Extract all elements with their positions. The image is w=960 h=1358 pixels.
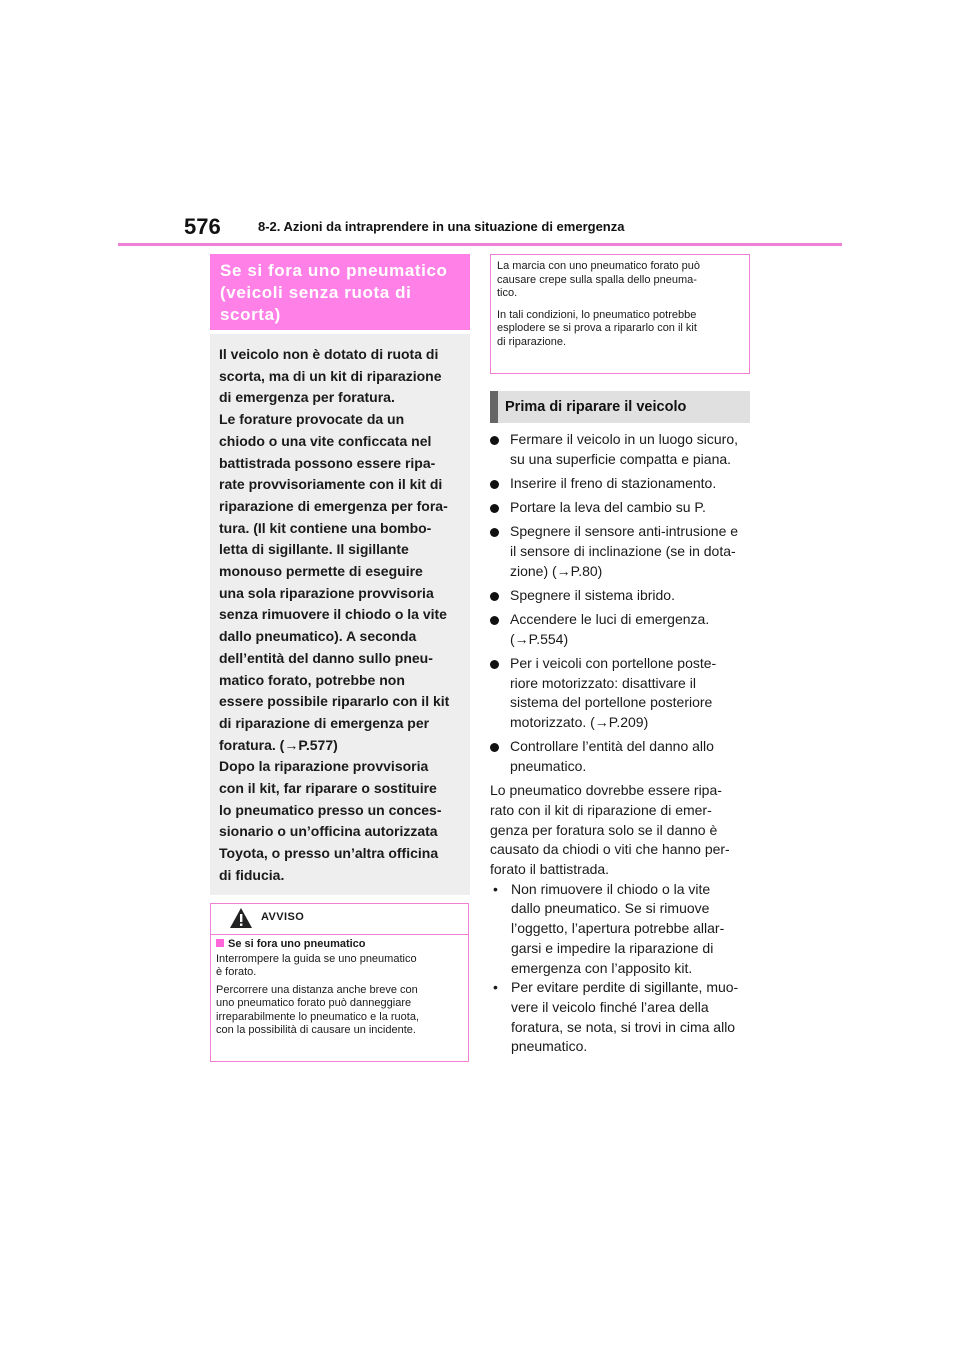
- warning-box: [210, 903, 469, 1062]
- warning-paragraph: [216, 984, 462, 1038]
- paragraph-line: forato il battistrada.: [490, 861, 610, 878]
- caution-line: esplodere se si prova a ripararlo con il kit: [497, 322, 697, 334]
- warning-line: Percorrere una distanza anche breve con: [216, 983, 418, 996]
- warning-line: uno pneumatico forato può danneggiare: [216, 997, 412, 1009]
- intro-line: sionario o un’officina autorizzata: [219, 823, 438, 840]
- warning-subtitle-text: Se si fora uno pneumatico: [228, 938, 366, 950]
- paragraph-line: causato da chiodi o viti che hanno per-: [490, 841, 730, 858]
- list-item: [490, 498, 752, 518]
- bullet-glyph: •: [493, 979, 498, 996]
- intro-line: Toyota, o presso un’altra officina: [219, 845, 439, 862]
- intro-line: lo pneumatico presso un conces-: [219, 801, 442, 818]
- step-line: Spegnere il sensore anti-intrusione e: [510, 523, 739, 540]
- bullet-dot-icon: [490, 660, 499, 669]
- step-line: Accendere le luci di emergenza.: [510, 611, 710, 628]
- intro-line: di emergenza per foratura.: [219, 389, 395, 406]
- intro-line: di fiducia.: [219, 866, 285, 883]
- step-line: il sensore di inclinazione (se in dota-: [510, 543, 736, 560]
- step-line: Spegnere il sistema ibrido.: [510, 586, 675, 603]
- step-line: sistema del portellone posteriore: [510, 694, 713, 711]
- bullet-dot-icon: [490, 436, 499, 445]
- warning-label: AVVISO: [261, 911, 305, 923]
- bullet-line: Non rimuovere il chiodo o la vite: [511, 880, 711, 897]
- caution-note-box: [490, 254, 750, 374]
- intro-line: Dopo la riparazione provvisoria: [219, 758, 429, 775]
- caution-paragraph: [497, 260, 743, 301]
- topic-title-line: scorta): [220, 305, 281, 324]
- list-item: [490, 430, 752, 469]
- bullet-glyph: •: [493, 880, 498, 897]
- intro-line: dallo pneumatico). A seconda: [219, 628, 417, 645]
- intro-line: con il kit, far riparare o sostituire: [219, 780, 437, 797]
- intro-line: rate provvisoriamente con il kit di: [219, 476, 443, 493]
- intro-line: dell’entità del danno sullo pneu-: [219, 649, 433, 666]
- intro-line: di riparazione di emergenza per: [219, 714, 430, 731]
- page-reference-link[interactable]: foratura. (→P.577): [219, 736, 338, 753]
- bullet-dot-icon: [490, 743, 499, 752]
- caution-line: causare crepe sulla spalla dello pneuma-: [497, 273, 697, 286]
- paragraph-line: Lo pneumatico dovrebbe essere ripa-: [490, 782, 722, 799]
- caution-line: In tali condizioni, lo pneumatico potrebbe: [497, 308, 697, 321]
- topic-title-line: Se si fora uno pneumatico: [220, 261, 448, 280]
- warning-line: con la possibilità di causare un incidente.: [216, 1024, 416, 1036]
- caution-paragraph: [497, 309, 743, 350]
- bullet-dot-icon: [490, 480, 499, 489]
- header-divider: [118, 243, 842, 246]
- body-paragraph: [490, 781, 752, 880]
- step-list: [490, 430, 752, 1057]
- caution-line: tico.: [497, 287, 518, 299]
- bullet-line: l’oggetto, l’apertura potrebbe allar-: [511, 920, 725, 937]
- bullet-dot-icon: [490, 616, 499, 625]
- intro-line: scorta, ma di un kit di riparazione: [219, 367, 442, 384]
- bullet-line: Per evitare perdite di sigillante, muo-: [511, 979, 739, 996]
- list-item: [490, 880, 752, 979]
- list-item: [490, 737, 752, 776]
- warning-line: irreparabilmente lo pneumatico e la ruota,: [216, 1010, 420, 1023]
- intro-line: matico forato, potrebbe non: [219, 671, 405, 688]
- list-item: [490, 586, 752, 606]
- bullet-dot-icon: [490, 528, 499, 537]
- step-line: Per i veicoli con portellone poste-: [510, 655, 717, 672]
- step-line: Fermare il veicolo in un luogo sicuro,: [510, 431, 738, 447]
- step-line: Inserire il freno di stazionamento.: [510, 474, 717, 491]
- bullet-line: pneumatico.: [511, 1038, 588, 1055]
- list-item: [490, 474, 752, 494]
- paragraph-line: rato con il kit di riparazione di emer-: [490, 801, 712, 818]
- intro-line: tura. (Il kit contiene una bombo-: [219, 519, 432, 536]
- bullet-line: foratura, se nota, si trovi in cima allo: [511, 1018, 736, 1035]
- intro-line: una sola riparazione provvisoria: [219, 584, 434, 601]
- bullet-line: dallo pneumatico. Se si rimuove: [511, 900, 710, 917]
- section-heading: Prima di riparare il veicolo: [490, 391, 750, 423]
- step-line: riore motorizzato: disattivare il: [510, 674, 696, 691]
- bullet-dot-icon: [490, 592, 499, 601]
- page-number: 576: [184, 214, 221, 239]
- step-line: Portare la leva del cambio su P.: [510, 499, 706, 516]
- section-header-title: 8-2. Azioni da intraprendere in una situazione di emergenza: [258, 219, 625, 234]
- bullet-line: vere il veicolo finché l’area della: [511, 998, 709, 1015]
- warning-line: Interrompere la guida se uno pneumatico: [216, 952, 417, 965]
- intro-line: essere possibile ripararlo con il kit: [219, 693, 450, 710]
- list-item: [490, 522, 752, 581]
- bullet-dot-icon: [490, 504, 499, 513]
- intro-line: chiodo o una vite conficcata nel: [219, 432, 432, 449]
- intro-line: riparazione di emergenza per fora-: [219, 497, 448, 514]
- intro-line: letta di sigillante. Il sigillante: [219, 541, 409, 558]
- paragraph-line: genza per foratura solo se il danno è: [490, 821, 718, 838]
- bullet-line: emergenza con l’apposito kit.: [511, 959, 693, 976]
- warning-line: è forato.: [216, 966, 257, 978]
- square-bullet-icon: [216, 939, 224, 947]
- caution-line: La marcia con uno pneumatico forato può: [497, 260, 701, 272]
- list-item: [490, 654, 752, 733]
- step-line: su una superficie compatta e piana.: [510, 450, 732, 467]
- caution-line: di riparazione.: [497, 335, 567, 348]
- step-line: Controllare l’entità del danno allo: [510, 738, 714, 755]
- intro-line: monouso permette di eseguire: [219, 563, 423, 580]
- bullet-line: garsi e impedire la riparazione di: [511, 939, 714, 956]
- warning-paragraph: [216, 953, 462, 980]
- warning-header: [211, 904, 468, 935]
- page-reference-link[interactable]: (→P.554): [510, 630, 569, 647]
- intro-line: senza rimuovere il chiodo o la vite: [219, 606, 447, 623]
- intro-line: Le forature provocate da un: [219, 411, 405, 428]
- warning-triangle-icon: [229, 906, 253, 930]
- step-line: pneumatico.: [510, 758, 587, 775]
- intro-line: battistrada possono essere ripa-: [219, 454, 436, 471]
- topic-title-box: [210, 254, 470, 330]
- warning-subtitle: [216, 938, 462, 952]
- page-reference-link[interactable]: motorizzato. (→P.209): [510, 714, 649, 731]
- page-reference-link[interactable]: zione) (→P.80): [510, 562, 603, 579]
- list-item: [490, 978, 752, 1057]
- intro-summary-box: [210, 334, 470, 895]
- list-item: [490, 610, 752, 649]
- warning-body: [211, 935, 468, 1038]
- topic-title-line: (veicoli senza ruota di: [220, 283, 412, 302]
- intro-line: Il veicolo non è dotato di ruota di: [219, 346, 439, 362]
